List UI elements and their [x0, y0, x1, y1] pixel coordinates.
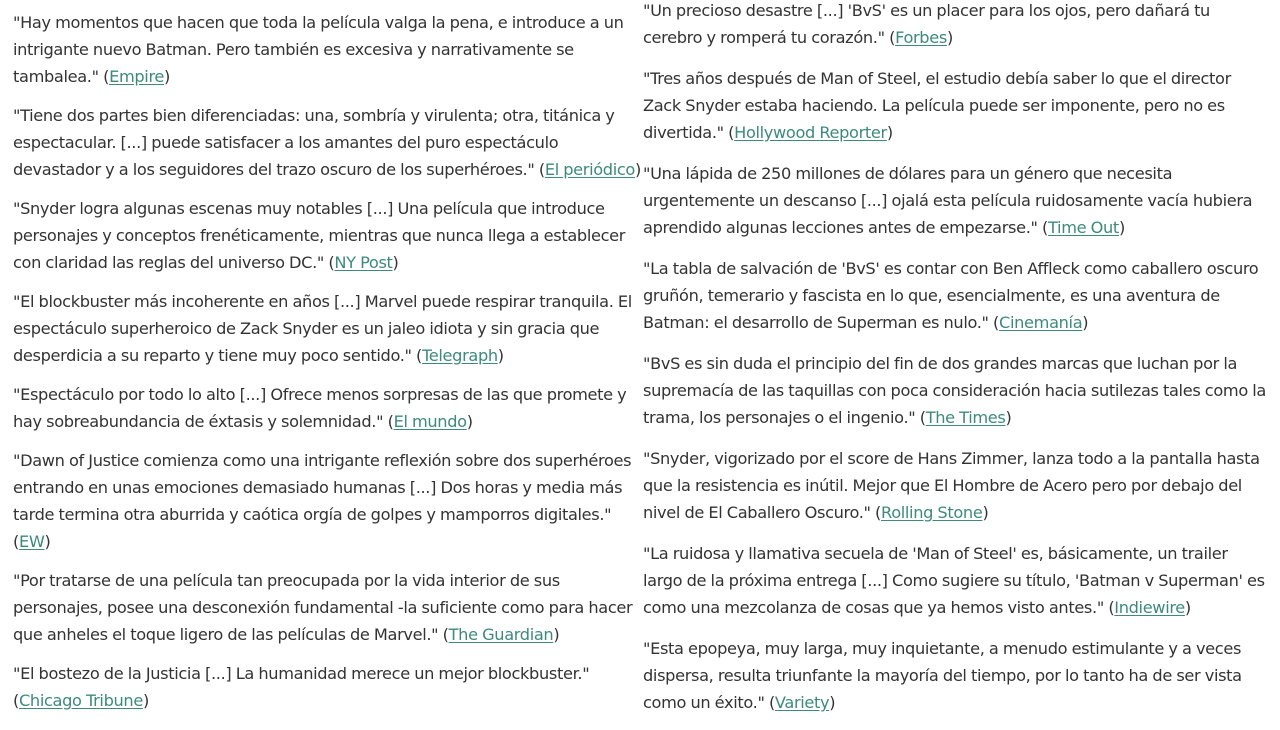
review-source-link[interactable]: El periódico	[544, 160, 635, 179]
review-source-link[interactable]: Indiewire	[1114, 598, 1185, 617]
review-source-link[interactable]: Cinemanía	[999, 313, 1083, 332]
review-quote: "La tabla de salvación de 'BvS' es contar con Ben Affleck como caballero oscuro gruñón, temerario y fascista en lo que, esencialmente, es una aventura de Batman: el desarrollo de Superman es nulo."	[643, 259, 1259, 332]
review-source-link[interactable]: Rolling Stone	[881, 503, 983, 522]
review-source-link[interactable]: Empire	[109, 67, 165, 86]
review-item: "El bostezo de la Justicia [...] La humanidad merece un mejor blockbuster." (Chicago Tribune)	[13, 664, 590, 710]
review-source-link[interactable]: Time Out	[1048, 218, 1119, 237]
review-quote: "Tiene dos partes bien diferenciadas: una, sombría y virulenta; otra, titánica y espectacular. [...] puede satisfacer a los amantes del puro espectáculo devastador y a los seguidores del trazo oscuro de los superhéroes."	[13, 106, 615, 179]
review-quote: "Snyder, vigorizado por el score de Hans Zimmer, lanza todo a la pantalla hasta que la resistencia es inútil. Mejor que El Hombre de Acero pero por debajo del nivel de El Caballero Oscuro."	[643, 449, 1260, 522]
review-item: "Snyder, vigorizado por el score de Hans Zimmer, lanza todo a la pantalla hasta que la resistencia es inútil. Mejor que El Hombre de Acero pero por debajo del nivel de El Caballero Oscuro." (Rolling Stone)	[643, 449, 1260, 522]
review-item: "Tiene dos partes bien diferenciadas: una, sombría y virulenta; otra, titánica y espectacular. [...] puede satisfacer a los amantes del puro espectáculo devastador y a los seguidores del trazo oscuro de los superhéroes." (El periódico)	[13, 106, 641, 179]
review-source-link[interactable]: Hollywood Reporter	[734, 123, 887, 142]
review-source-link[interactable]: EW	[18, 532, 45, 551]
reviews-left-column	[13, 9, 641, 726]
review-item: "Dawn of Justice comienza como una intrigante reflexión sobre dos superhéroes entrando en unas emociones demasiado humanas [...] Dos horas y media más tarde termina otra aburrida y caótica orgía de golpes y mamporros digitales." (EW)	[13, 451, 632, 551]
review-source-link[interactable]: The Times	[925, 408, 1006, 427]
review-source-link[interactable]: Variety	[774, 693, 830, 712]
review-quote: "Un precioso desastre [...] 'BvS' es un placer para los ojos, pero dañará tu cerebro y romperá tu corazón."	[643, 1, 1210, 47]
review-quote: "El bostezo de la Justicia [...] La humanidad merece un mejor blockbuster."	[13, 664, 590, 683]
review-item: "El blockbuster más incoherente en años [...] Marvel puede respirar tranquila. El espectáculo superheroico de Zack Snyder es un jaleo idiota y sin gracia que desperdicia a su reparto y tiene muy poco sentido." (Telegraph)	[13, 292, 632, 365]
review-quote: "Una lápida de 250 millones de dólares para un género que necesita urgentemente un descanso [...] ojalá esta película ruidosamente vacía hubiera aprendido algunas lecciones antes de empezarse."	[643, 164, 1253, 237]
review-item: "Hay momentos que hacen que toda la película valga la pena, e introduce a un intrigante nuevo Batman. Pero también es excesiva y narrativamente se tambalea." (Empire)	[13, 13, 624, 86]
review-quote: "Hay momentos que hacen que toda la película valga la pena, e introduce a un intrigante nuevo Batman. Pero también es excesiva y narrativamente se tambalea."	[13, 13, 624, 86]
review-quote: "Tres años después de Man of Steel, el estudio debía saber lo que el director Zack Snyder estaba haciendo. La película puede ser imponente, pero no es divertida."	[643, 69, 1231, 142]
review-source-link[interactable]: El mundo	[393, 412, 467, 431]
review-quote: "Dawn of Justice comienza como una intrigante reflexión sobre dos superhéroes entrando en unas emociones demasiado humanas [...] Dos horas y media más tarde termina otra aburrida y caótica orgía de golpes y mamporros digitales."	[13, 451, 632, 524]
review-item: "La tabla de salvación de 'BvS' es contar con Ben Affleck como caballero oscuro gruñón, temerario y fascista en lo que, esencialmente, es una aventura de Batman: el desarrollo de Superman es nulo." (Cinemanía)	[643, 259, 1259, 332]
review-quote: "Esta epopeya, muy larga, muy inquietante, a menudo estimulante y a veces dispersa, resulta triunfante la mayoría del tiempo, por lo tanto ha de ser vista como un éxito."	[643, 639, 1242, 712]
review-item: "Espectáculo por todo lo alto [...] Ofrece menos sorpresas de las que promete y hay sobreabundancia de éxtasis y solemnidad." (El mundo)	[13, 385, 627, 431]
review-item: "Tres años después de Man of Steel, el estudio debía saber lo que el director Zack Snyder estaba haciendo. La película puede ser imponente, pero no es divertida." (Hollywood Reporter)	[643, 69, 1231, 142]
review-quote: "La ruidosa y llamativa secuela de 'Man of Steel' es, básicamente, un trailer largo de la próxima entrega [...] Como sugiere su título, 'Batman v Superman' es como una mezcolanza de cosas que ya hemos visto antes."	[643, 544, 1265, 617]
review-quote: "Espectáculo por todo lo alto [...] Ofrece menos sorpresas de las que promete y hay sobreabundancia de éxtasis y solemnidad."	[13, 385, 627, 431]
review-quote: "Snyder logra algunas escenas muy notables [...] Una película que introduce personajes y conceptos frenéticamente, mientras que nunca llega a establecer con claridad las reglas del universo DC."	[13, 199, 626, 272]
review-source-link[interactable]: Chicago Tribune	[18, 691, 143, 710]
review-source-link[interactable]: The Guardian	[448, 625, 554, 644]
review-source-link[interactable]: Telegraph	[422, 346, 498, 365]
review-source-link[interactable]: NY Post	[334, 253, 393, 272]
review-quote: "BvS es sin duda el principio del fin de dos grandes marcas que luchan por la supremacía de las taquillas con poca consideración hacia sutilezas tales como la trama, los personajes o el ingenio."	[643, 354, 1266, 427]
reviews-right-column	[643, 0, 1270, 730]
review-item: "Una lápida de 250 millones de dólares para un género que necesita urgentemente un descanso [...] ojalá esta película ruidosamente vacía hubiera aprendido algunas lecciones antes de empezarse." (Time Out)	[643, 164, 1253, 237]
review-quote: "El blockbuster más incoherente en años [...] Marvel puede respirar tranquila. El espectáculo superheroico de Zack Snyder es un jaleo idiota y sin gracia que desperdicia a su reparto y tiene muy poco sentido."	[13, 292, 632, 365]
review-item: "Esta epopeya, muy larga, muy inquietante, a menudo estimulante y a veces dispersa, resulta triunfante la mayoría del tiempo, por lo tanto ha de ser vista como un éxito." (Variety)	[643, 639, 1242, 712]
review-item: "La ruidosa y llamativa secuela de 'Man of Steel' es, básicamente, un trailer largo de la próxima entrega [...] Como sugiere su título, 'Batman v Superman' es como una mezcolanza de cosas que ya hemos visto antes." (Indiewire)	[643, 544, 1265, 617]
review-item: "Snyder logra algunas escenas muy notables [...] Una película que introduce personajes y conceptos frenéticamente, mientras que nunca llega a establecer con claridad las reglas del universo DC." (NY Post)	[13, 199, 626, 272]
review-quote: "Por tratarse de una película tan preocupada por la vida interior de sus personajes, posee una desconexión fundamental -la suficiente como para hacer que anheles el toque ligero de las películas de Marvel."	[13, 571, 633, 644]
review-source-link[interactable]: Forbes	[895, 28, 947, 47]
review-item: "Un precioso desastre [...] 'BvS' es un placer para los ojos, pero dañará tu cerebro y romperá tu corazón." (Forbes)	[643, 1, 1210, 47]
review-item: "BvS es sin duda el principio del fin de dos grandes marcas que luchan por la supremacía de las taquillas con poca consideración hacia sutilezas tales como la trama, los personajes o el ingenio." (The Times)	[643, 354, 1266, 427]
review-item: "Por tratarse de una película tan preocupada por la vida interior de sus personajes, posee una desconexión fundamental -la suficiente como para hacer que anheles el toque ligero de las películas de Marvel." (The Guardian)	[13, 571, 633, 644]
